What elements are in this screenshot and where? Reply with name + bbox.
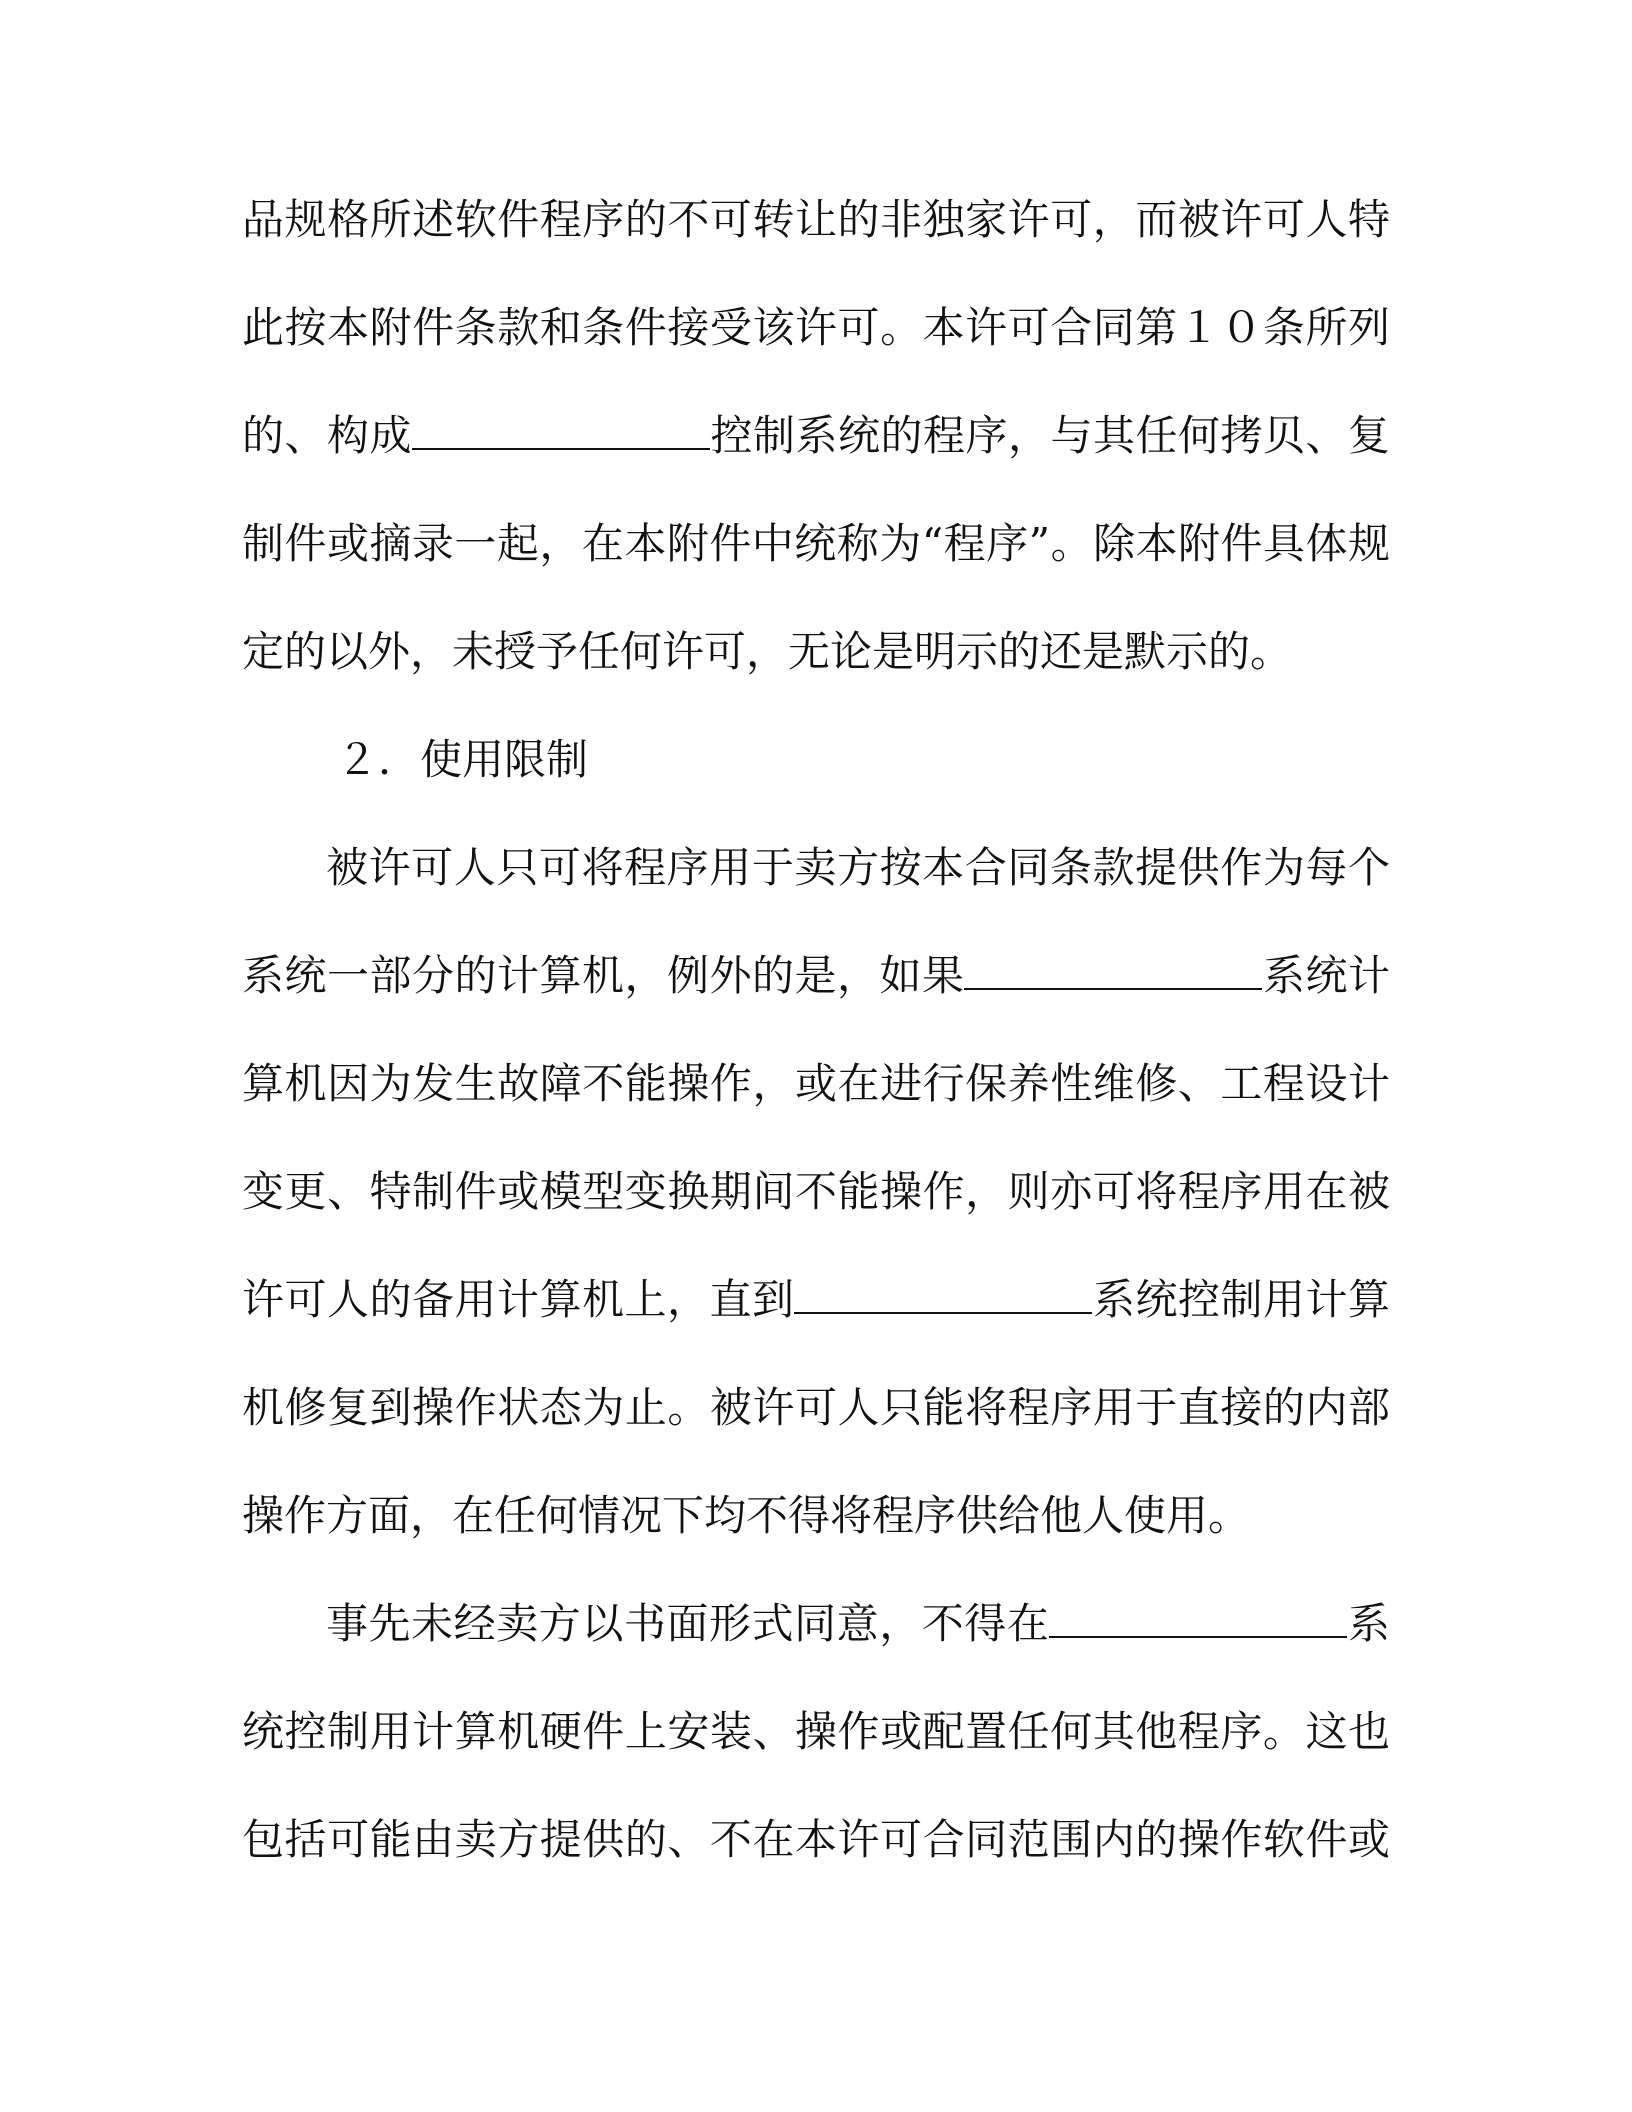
fill-in-blank <box>1049 1596 1347 1638</box>
fill-in-blank <box>964 948 1262 990</box>
line-segment: 事先未经卖方以书面形式同意，不得在 <box>326 1599 1050 1648</box>
line-segment: 的、构成 <box>242 411 412 460</box>
paragraph-line <box>242 406 1390 466</box>
paragraph-line: 品规格所述软件程序的不可转让的非独家许可，而被许可人特 <box>242 195 1390 244</box>
paragraph-line: 统控制用计算机硬件上安装、操作或配置任何其他程序。这也 <box>242 1707 1390 1756</box>
paragraph-line: 此按本附件条款和条件接受该许可。本许可合同第１０条所列 <box>242 303 1390 352</box>
paragraph-line: 变更、特制件或模型变换期间不能操作，则亦可将程序用在被 <box>242 1167 1390 1216</box>
line-segment: 系 <box>1347 1599 1390 1648</box>
paragraph-line: 制件或摘录一起，在本附件中统称为“程序”。除本附件具体规 <box>242 519 1390 568</box>
section-heading: ２．使用限制 <box>336 735 589 784</box>
line-segment: 控制系统的程序，与其任何拷贝、复 <box>710 411 1390 460</box>
line-segment: 系统一部分的计算机，例外的是，如果 <box>242 951 965 1000</box>
paragraph-line: 算机因为发生故障不能操作，或在进行保养性维修、工程设计 <box>242 1059 1390 1108</box>
paragraph-line: 定的以外，未授予任何许可，无论是明示的还是默示的。 <box>242 627 1293 676</box>
line-segment: 系统控制用计算 <box>1092 1275 1390 1324</box>
paragraph-line: 机修复到操作状态为止。被许可人只能将程序用于直接的内部 <box>242 1383 1390 1432</box>
line-segment: 系统计 <box>1262 951 1390 1000</box>
paragraph-line: 包括可能由卖方提供的、不在本许可合同范围内的操作软件或 <box>242 1815 1390 1864</box>
paragraph-line <box>326 1594 1390 1654</box>
fill-in-blank <box>412 408 710 450</box>
line-segment: 许可人的备用计算机上，直到 <box>242 1275 795 1324</box>
paragraph-line <box>242 1270 1390 1330</box>
paragraph-line: 操作方面，在任何情况下均不得将程序供给他人使用。 <box>242 1491 1251 1540</box>
paragraph-line: 被许可人只可将程序用于卖方按本合同条款提供作为每个 <box>326 843 1390 892</box>
paragraph-line <box>242 946 1390 1006</box>
fill-in-blank <box>794 1272 1092 1314</box>
